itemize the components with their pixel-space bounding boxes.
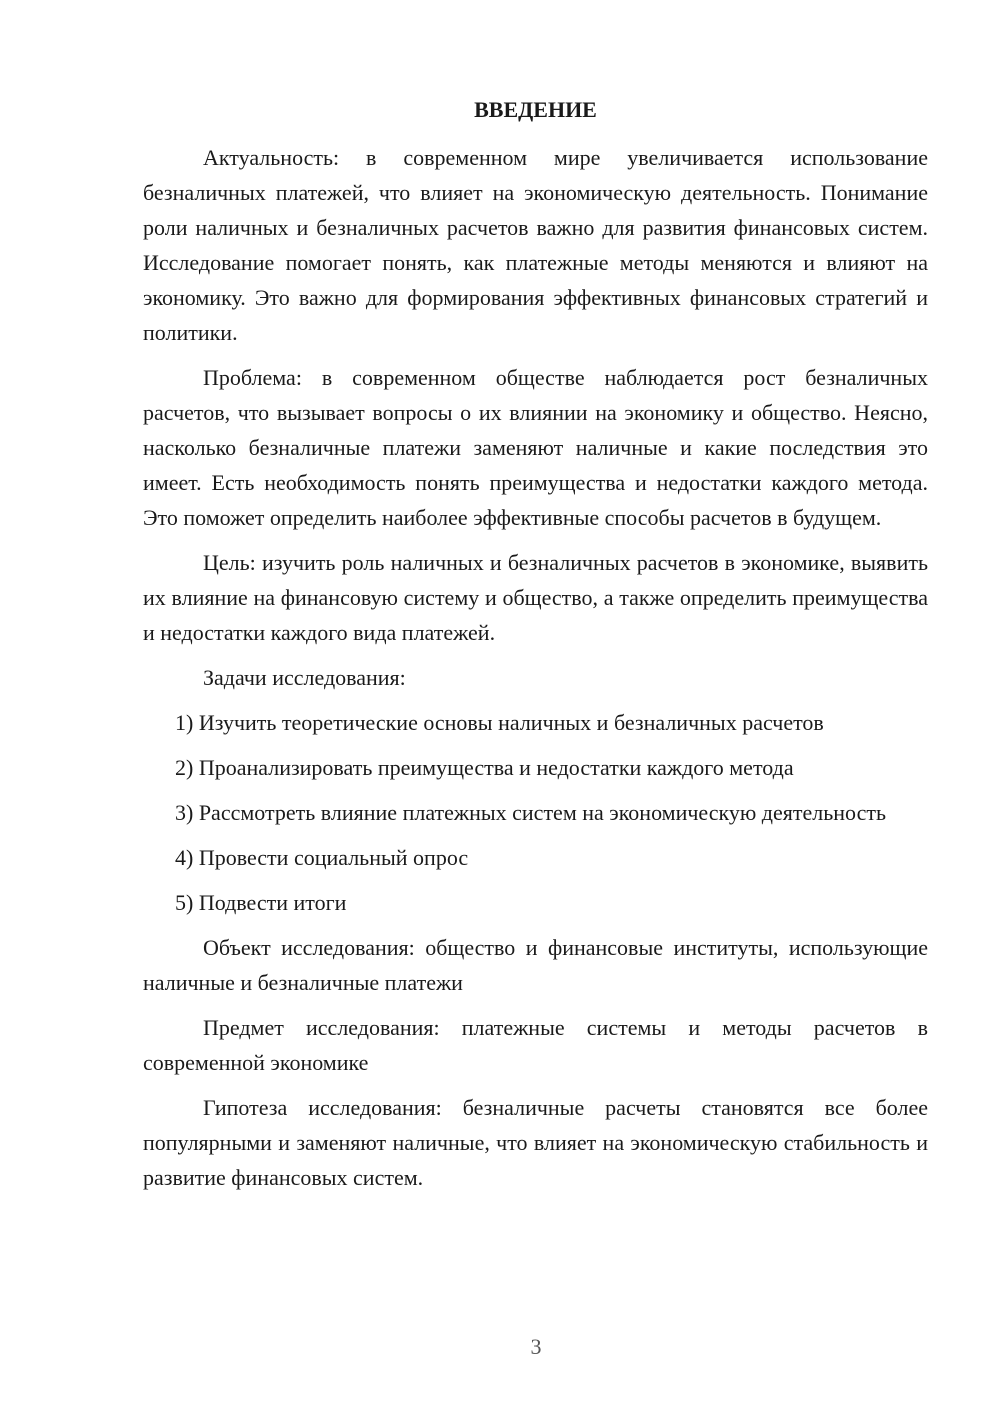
page-content <box>143 96 928 1205</box>
paragraph-subject: Предмет исследования: платежные системы и методы расчетов в современной экономике <box>143 1015 928 1075</box>
task-item-2: 2) Проанализировать преимущества и недостатки каждого метода <box>175 755 794 780</box>
paragraph-hypothesis: Гипотеза исследования: безналичные расчеты становятся все более популярными и заменяют наличные, что влияет на экономическую стабильность и развитие финансовых систем. <box>143 1095 928 1190</box>
paragraph-tasks-heading: Задачи исследования: <box>203 665 406 690</box>
paragraph-goal: Цель: изучить роль наличных и безналичных расчетов в экономике, выявить их влияние на финансовую систему и общество, а также определить преимущества и недостатки каждого вида платежей. <box>143 550 928 645</box>
task-item-5: 5) Подвести итоги <box>175 890 347 915</box>
paragraph-relevance: Актуальность: в современном мире увеличивается использование безналичных платежей, что влияет на экономическую деятельность. Понимание роли наличных и безналичных расчетов важно для развития финансовых систем. Исследование помогает понять, как платежные методы меняются и влияют на экономику. Это важно для формирования эффективных финансовых стратегий и политики. <box>143 145 928 345</box>
page-number: 3 <box>530 1334 542 1359</box>
paragraph-object: Объект исследования: общество и финансовые институты, использующие наличные и безналичные платежи <box>143 935 928 995</box>
task-item-1: 1) Изучить теоретические основы наличных и безналичных расчетов <box>175 710 824 735</box>
section-title: ВВЕДЕНИЕ <box>474 97 597 122</box>
task-item-4: 4) Провести социальный опрос <box>175 845 469 870</box>
paragraph-problem: Проблема: в современном обществе наблюдается рост безналичных расчетов, что вызывает вопросы о их влиянии на экономику и общество. Неясно, насколько безналичные платежи заменяют наличные и какие последствия это имеет. Есть необходимость понять преимущества и недостатки каждого метода. Это поможет определить наиболее эффективные способы расчетов в будущем. <box>143 365 928 530</box>
task-item-3: 3) Рассмотреть влияние платежных систем на экономическую деятельность <box>175 800 887 825</box>
